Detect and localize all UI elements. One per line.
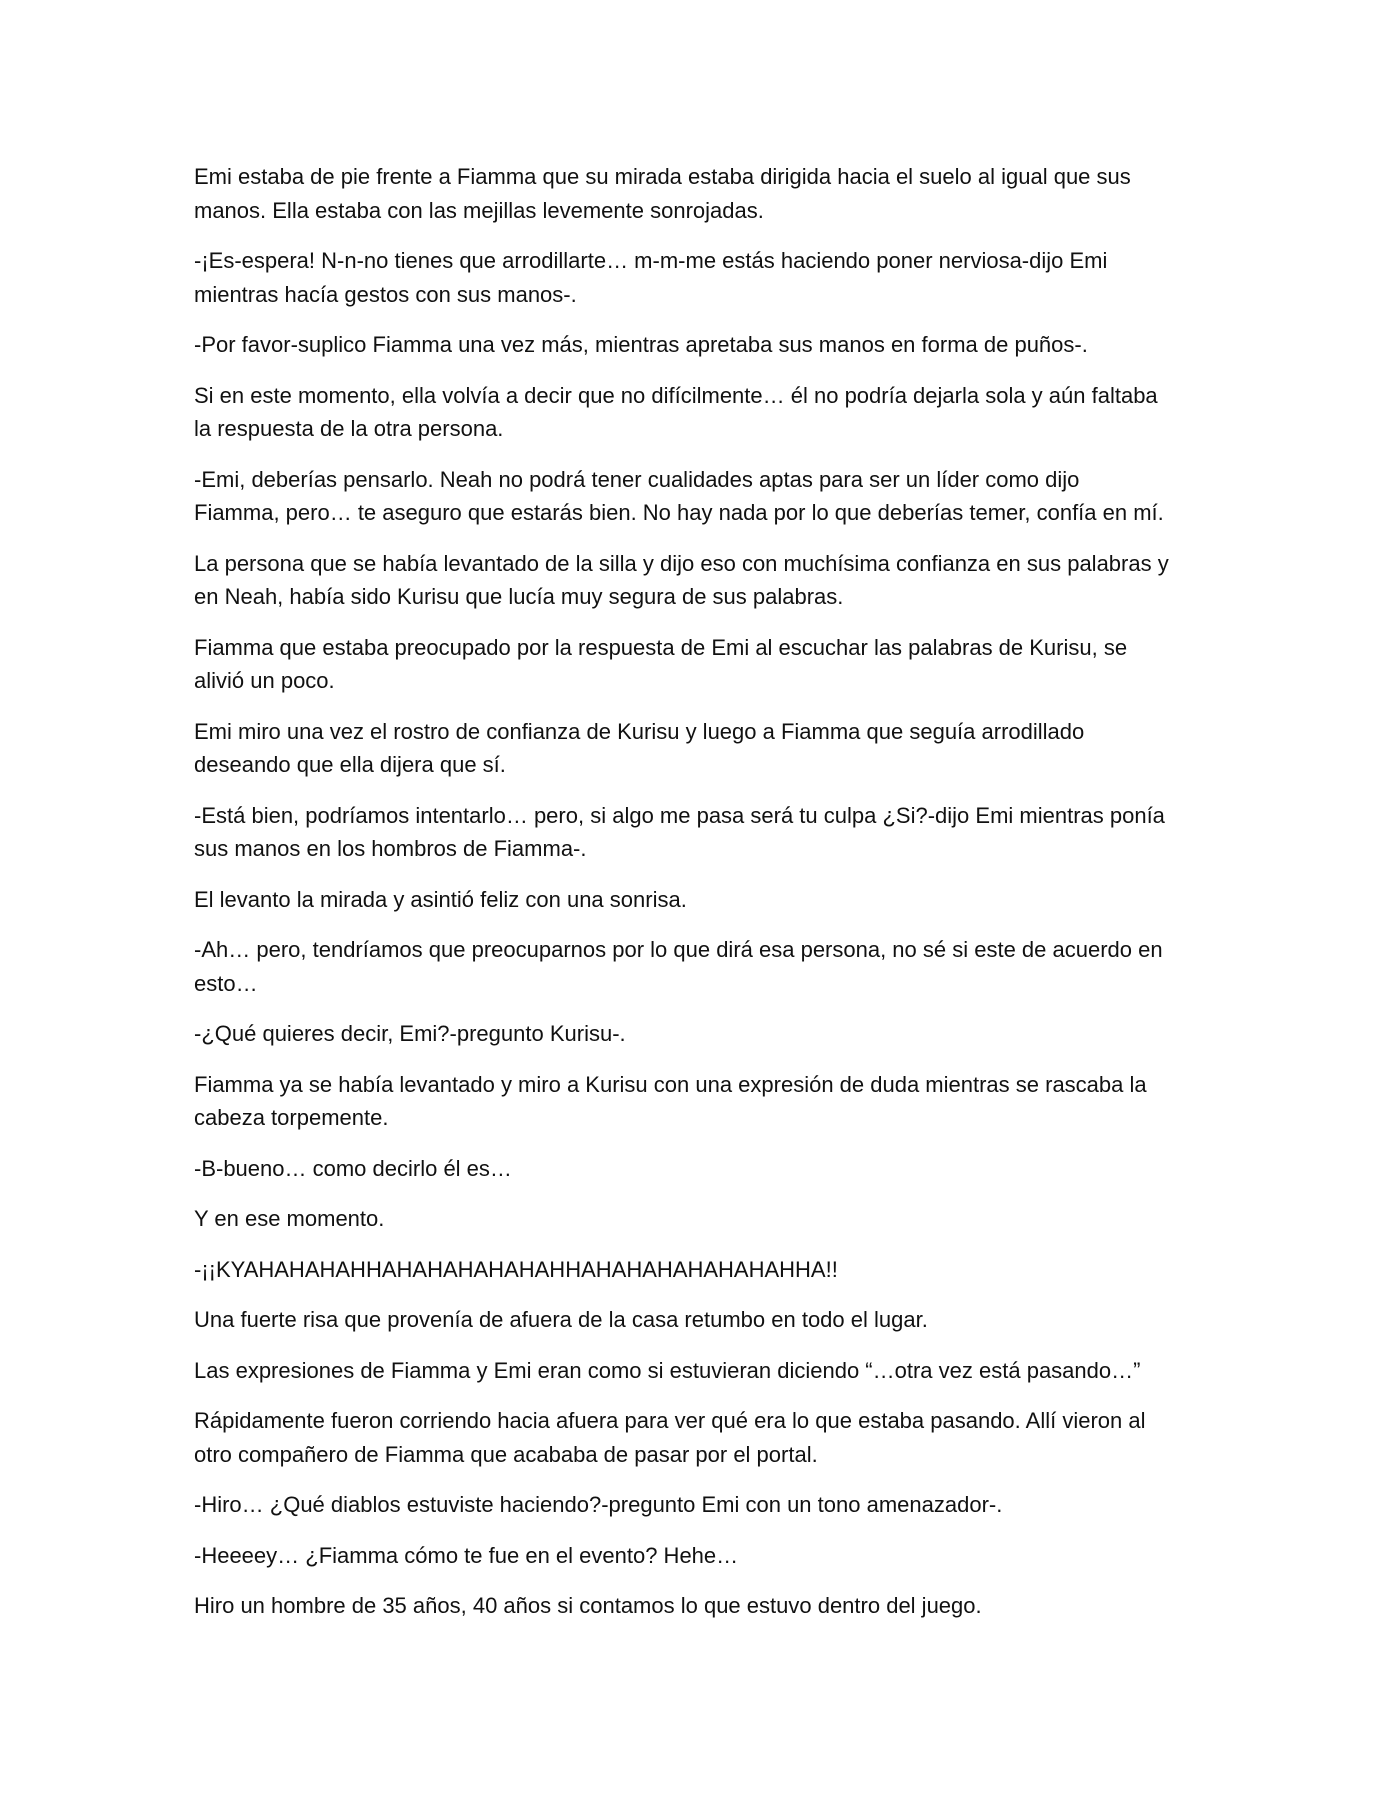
paragraph-9: -Está bien, podríamos intentarlo… pero, si algo me pasa será tu culpa ¿Si?-dijo Emi mientras ponía sus manos en los hombros de Fiamma-.	[194, 802, 1165, 861]
paragraph-4: Si en este momento, ella volvía a decir que no difícilmente… él no podría dejarla sola y aún faltaba la respuesta de la otra persona.	[194, 382, 1158, 441]
paragraph-15: Y en ese momento.	[194, 1206, 385, 1231]
paragraph-16: -¡¡KYAHAHAHAHHAHAHAHAHAHAHHAHAHAHAHAHAHAHHA!!	[194, 1256, 838, 1282]
paragraph-18: Las expresiones de Fiamma y Emi eran como si estuvieran diciendo “…otra vez está pasando…”	[194, 1357, 1141, 1383]
paragraph-22: Hiro un hombre de 35 años, 40 años si contamos lo que estuvo dentro del juego.	[194, 1593, 982, 1618]
paragraph-8: Emi miro una vez el rostro de confianza de Kurisu y luego a Fiamma que seguía arrodillado deseando que ella dijera que sí.	[194, 718, 1085, 777]
paragraph-5: -Emi, deberías pensarlo. Neah no podrá tener cualidades aptas para ser un líder como dijo Fiamma, pero… te aseguro que estarás bien. No hay nada por lo que deberías temer, confía en mí.	[194, 466, 1164, 525]
paragraph-13: Fiamma ya se había levantado y miro a Kurisu con una expresión de duda mientras se rascaba la cabeza torpemente.	[194, 1071, 1147, 1130]
paragraph-1: Emi estaba de pie frente a Fiamma que su mirada estaba dirigida hacia el suelo al igual que sus manos. Ella estaba con las mejillas levemente sonrojadas.	[194, 164, 1131, 223]
paragraph-17: Una fuerte risa que provenía de afuera de la casa retumbo en todo el lugar.	[194, 1307, 928, 1332]
paragraph-14: -B-bueno… como decirlo él es…	[194, 1155, 512, 1181]
paragraph-7: Fiamma que estaba preocupado por la respuesta de Emi al escuchar las palabras de Kurisu, se alivió un poco.	[194, 634, 1128, 693]
paragraph-21: -Heeeey… ¿Fiamma cómo te fue en el evento? Hehe…	[194, 1542, 739, 1568]
paragraph-6: La persona que se había levantado de la silla y dijo eso con muchísima confianza en sus palabras y en Neah, había sido Kurisu que lucía muy segura de sus palabras.	[194, 550, 1169, 609]
paragraph-19: Rápidamente fueron corriendo hacia afuera para ver qué era lo que estaba pasando. Allí vieron al otro compañero de Fiamma que acababa de pasar por el portal.	[194, 1408, 1146, 1467]
paragraph-2: -¡Es-espera! N-n-no tienes que arrodillarte… m-m-me estás haciendo poner nerviosa-dijo Emi mientras hacía gestos con sus manos-.	[194, 248, 1108, 307]
paragraph-12: -¿Qué quieres decir, Emi?-pregunto Kurisu-.	[194, 1021, 626, 1046]
paragraph-11: -Ah… pero, tendríamos que preocuparnos por lo que dirá esa persona, no sé si este de acuerdo en esto…	[194, 937, 1163, 996]
paragraph-10: El levanto la mirada y asintió feliz con una sonrisa.	[194, 886, 687, 912]
document-body	[194, 160, 1214, 1640]
paragraph-20: -Hiro… ¿Qué diablos estuviste haciendo?-pregunto Emi con un tono amenazador-.	[194, 1492, 1003, 1517]
paragraph-3: -Por favor-suplico Fiamma una vez más, mientras apretaba sus manos en forma de puños-.	[194, 332, 1088, 357]
